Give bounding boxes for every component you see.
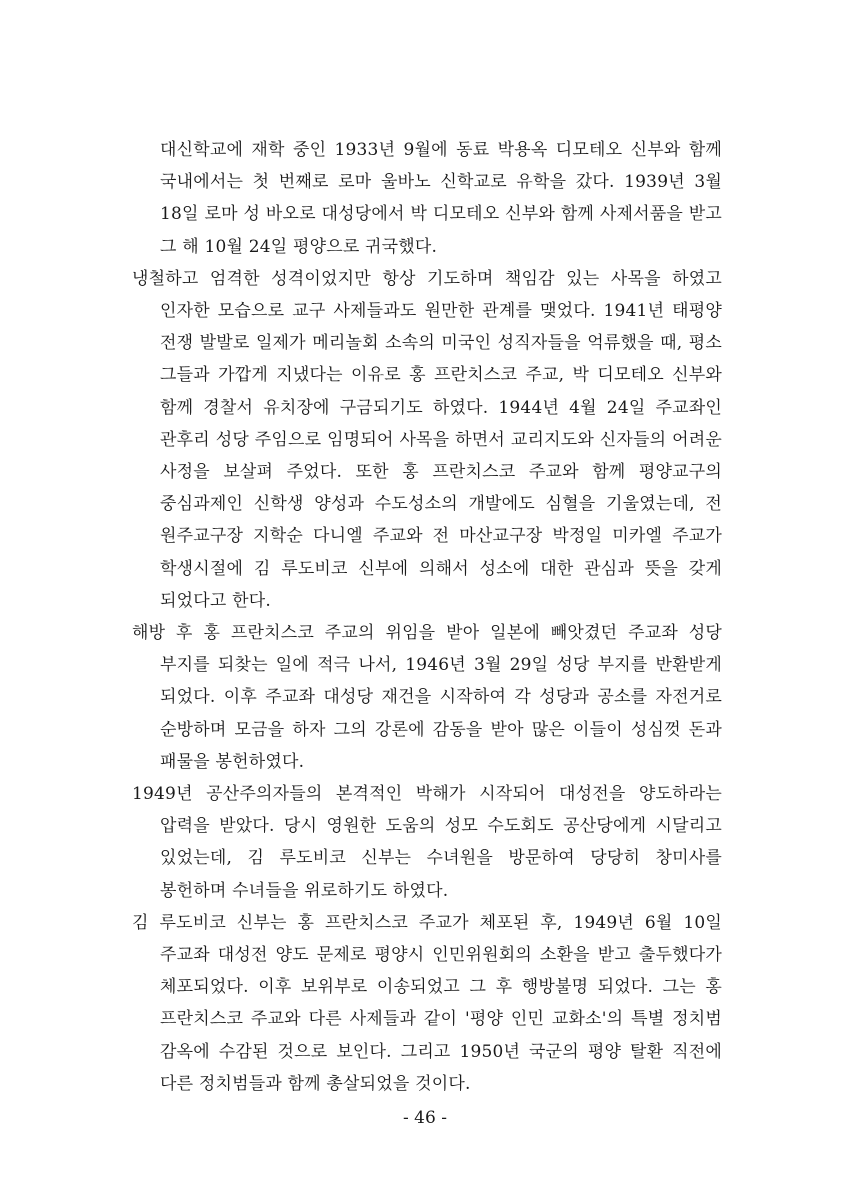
body-text	[124, 134, 722, 1100]
paragraph: 해방 후 홍 프란치스코 주교의 위임을 받아 일본에 빼앗겼던 주교좌 성당 부지를 되찾는 일에 적극 나서, 1946년 3월 29일 성당 부지를 반환받게 되었다. 이후 주교좌 대성당 재건을 시작하여 각 성당과 공소를 자전거로 순방하며 모금을 하자 그의 강론에 감동을 받아 많은 이들이 성심껏 돈과 패물을 봉헌하였다.	[132, 623, 722, 772]
paragraph: 김 루도비코 신부는 홍 프란치스코 주교가 체포된 후, 1949년 6월 10일 주교좌 대성전 양도 문제로 평양시 인민위원회의 소환을 받고 출두했다가 체포되었다. 이후 보위부로 이송되었고 그 후 행방불명 되었다. 그는 홍 프란치스코 주교와 다른 사제들과 같이 '평양 인민 교화소'의 특별 정치범 감옥에 수감된 것으로 보인다. 그리고 1950년 국군의 평양 탈환 직전에 다른 정치범들과 함께 총살되었을 것이다.	[132, 912, 722, 1094]
paragraph-continued: 대신학교에 재학 중인 1933년 9월에 동료 박용옥 디모테오 신부와 함께 국내에서는 첫 번째로 로마 울바노 신학교로 유학을 갔다. 1939년 3월 18일 로마 성 바오로 대성당에서 박 디모테오 신부와 함께 사제서품을 받고 그 해 10월 24일 평양으로 귀국했다.	[160, 140, 722, 257]
paragraph: 냉철하고 엄격한 성격이었지만 항상 기도하며 책임감 있는 사목을 하였고 인자한 모습으로 교구 사제들과도 원만한 관계를 맺었다. 1941년 태평양 전쟁 발발로 일제가 메리놀회 소속의 미국인 성직자들을 억류했을 때, 평소 그들과 가깝게 지냈다는 이유로 홍 프란치스코 주교, 박 디모테오 신부와 함께 경찰서 유치장에 구금되기도 하였다. 1944년 4월 24일 주교좌인 관후리 성당 주임으로 임명되어 사목을 하면서 교리지도와 신자들의 어려운 사정을 보살펴 주었다. 또한 홍 프란치스코 주교와 함께 평양교구의 중심과제인 신학생 양성과 수도성소의 개발에도 심혈을 기울였는데, 전 원주교구장 지학순 다니엘 주교와 전 마산교구장 박정일 미카엘 주교가 학생시절에 김 루도비코 신부에 의해서 성소에 대한 관심과 뜻을 갖게 되었다고 한다.	[132, 268, 722, 611]
paragraph: 1949년 공산주의자들의 본격적인 박해가 시작되어 대성전을 양도하라는 압력을 받았다. 당시 영원한 도움의 성모 수도회도 공산당에게 시달리고 있었는데, 김 루도비코 신부는 수녀원을 방문하여 당당히 창미사를 봉헌하며 수녀들을 위로하기도 하였다.	[132, 784, 722, 901]
page-number: - 46 -	[403, 1108, 447, 1128]
